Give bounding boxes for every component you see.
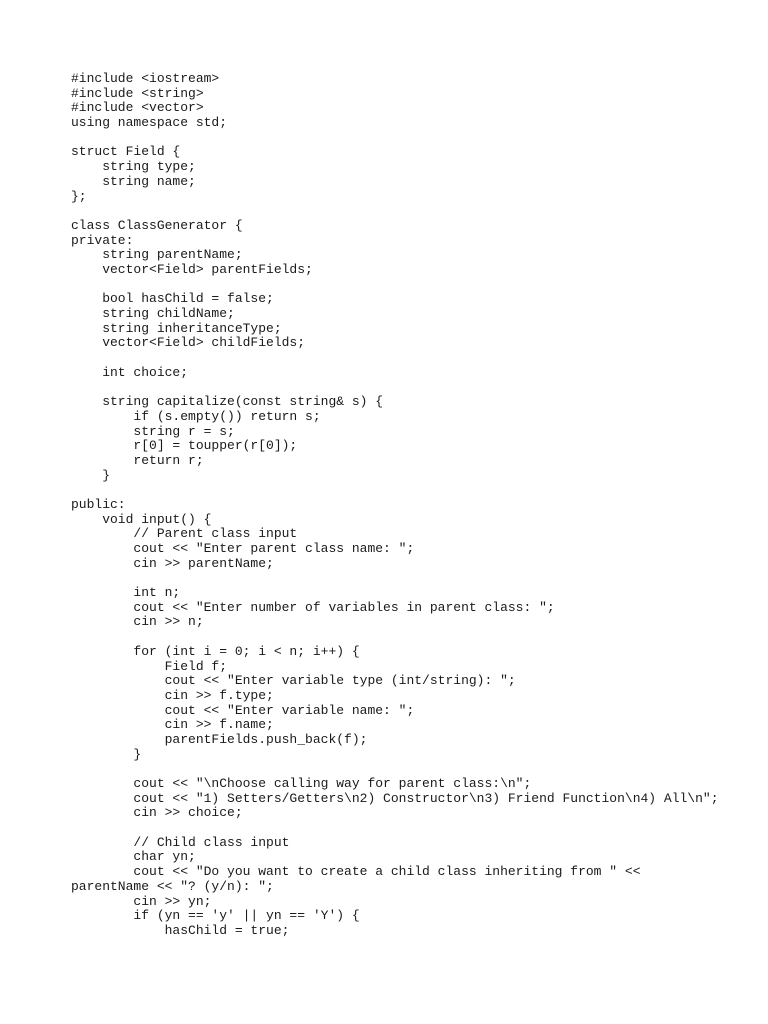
code-line: string childName; [71, 306, 235, 321]
code-line: cout << "Enter number of variables in parent class: "; [71, 599, 555, 615]
code-line [71, 483, 751, 498]
code-line: char yn; [71, 849, 196, 865]
code-line: r[0] = toupper(r[0]); [71, 438, 298, 454]
code-line: string name; [71, 173, 196, 189]
code-line: cout << "Enter variable name: "; [71, 702, 415, 718]
code-line: } [71, 746, 142, 762]
code-line: cin >> f.type; [71, 687, 274, 703]
code-line: string r = s; [71, 423, 235, 439]
code-line: parentFields.push_back(f); [71, 731, 368, 747]
code-line: parentName << "? (y/n): "; [71, 878, 274, 894]
code-line: cin >> f.name; [71, 717, 274, 733]
code-line: return r; [71, 452, 204, 468]
code-line: string type; [71, 159, 196, 175]
code-line: string parentName; [71, 247, 243, 263]
code-line [71, 571, 751, 586]
code-line: private: [71, 232, 134, 248]
code-line: cin >> choice; [71, 805, 243, 821]
code-line: cout << "Enter variable type (int/string): "; [71, 673, 516, 689]
code-block [71, 72, 751, 939]
code-line [71, 131, 751, 146]
code-line: // Parent class input [71, 526, 298, 542]
code-line: #include <string> [71, 85, 204, 101]
code-line: public: [71, 496, 126, 512]
code-line: if (s.empty()) return s; [71, 408, 321, 424]
code-line: } [71, 467, 111, 483]
code-line: string capitalize(const string& s) { [71, 394, 384, 410]
code-line: Field f; [71, 658, 228, 674]
code-line [71, 204, 751, 219]
code-line [71, 821, 751, 836]
code-line: vector<Field> childFields; [71, 335, 306, 351]
code-line [71, 380, 751, 395]
code-line: cout << "\nChoose calling way for parent class:\n"; [71, 776, 532, 791]
code-line: cout << "1) Setters/Getters\n2) Constructor\n3) Friend Function\n4) All\n"; [71, 790, 719, 806]
code-line: cout << "Do you want to create a child class inheriting from " << [71, 864, 641, 880]
code-line [71, 630, 751, 645]
code-line: string inheritanceType; [71, 320, 282, 336]
code-line: if (yn == 'y' || yn == 'Y') { [71, 908, 360, 924]
code-line: #include <iostream> [71, 71, 220, 86]
code-line: // Child class input [71, 834, 290, 850]
code-line: cin >> yn; [71, 893, 212, 909]
code-line: void input() { [71, 511, 212, 527]
code-line: cin >> parentName; [71, 555, 274, 571]
code-line: }; [71, 188, 87, 204]
code-line [71, 762, 751, 777]
code-line [71, 351, 751, 366]
code-line: for (int i = 0; i < n; i++) { [71, 643, 360, 659]
code-line: #include <vector> [71, 100, 204, 116]
code-line: class ClassGenerator { [71, 217, 243, 233]
code-line: using namespace std; [71, 115, 228, 131]
code-line: int choice; [71, 364, 189, 380]
code-line [71, 278, 751, 293]
code-line: struct Field { [71, 144, 181, 160]
code-line: cout << "Enter parent class name: "; [71, 541, 415, 556]
code-line: int n; [71, 585, 181, 601]
code-line: hasChild = true; [71, 922, 290, 938]
code-line: cin >> n; [71, 614, 204, 630]
code-line: bool hasChild = false; [71, 291, 274, 307]
code-line: vector<Field> parentFields; [71, 261, 313, 277]
